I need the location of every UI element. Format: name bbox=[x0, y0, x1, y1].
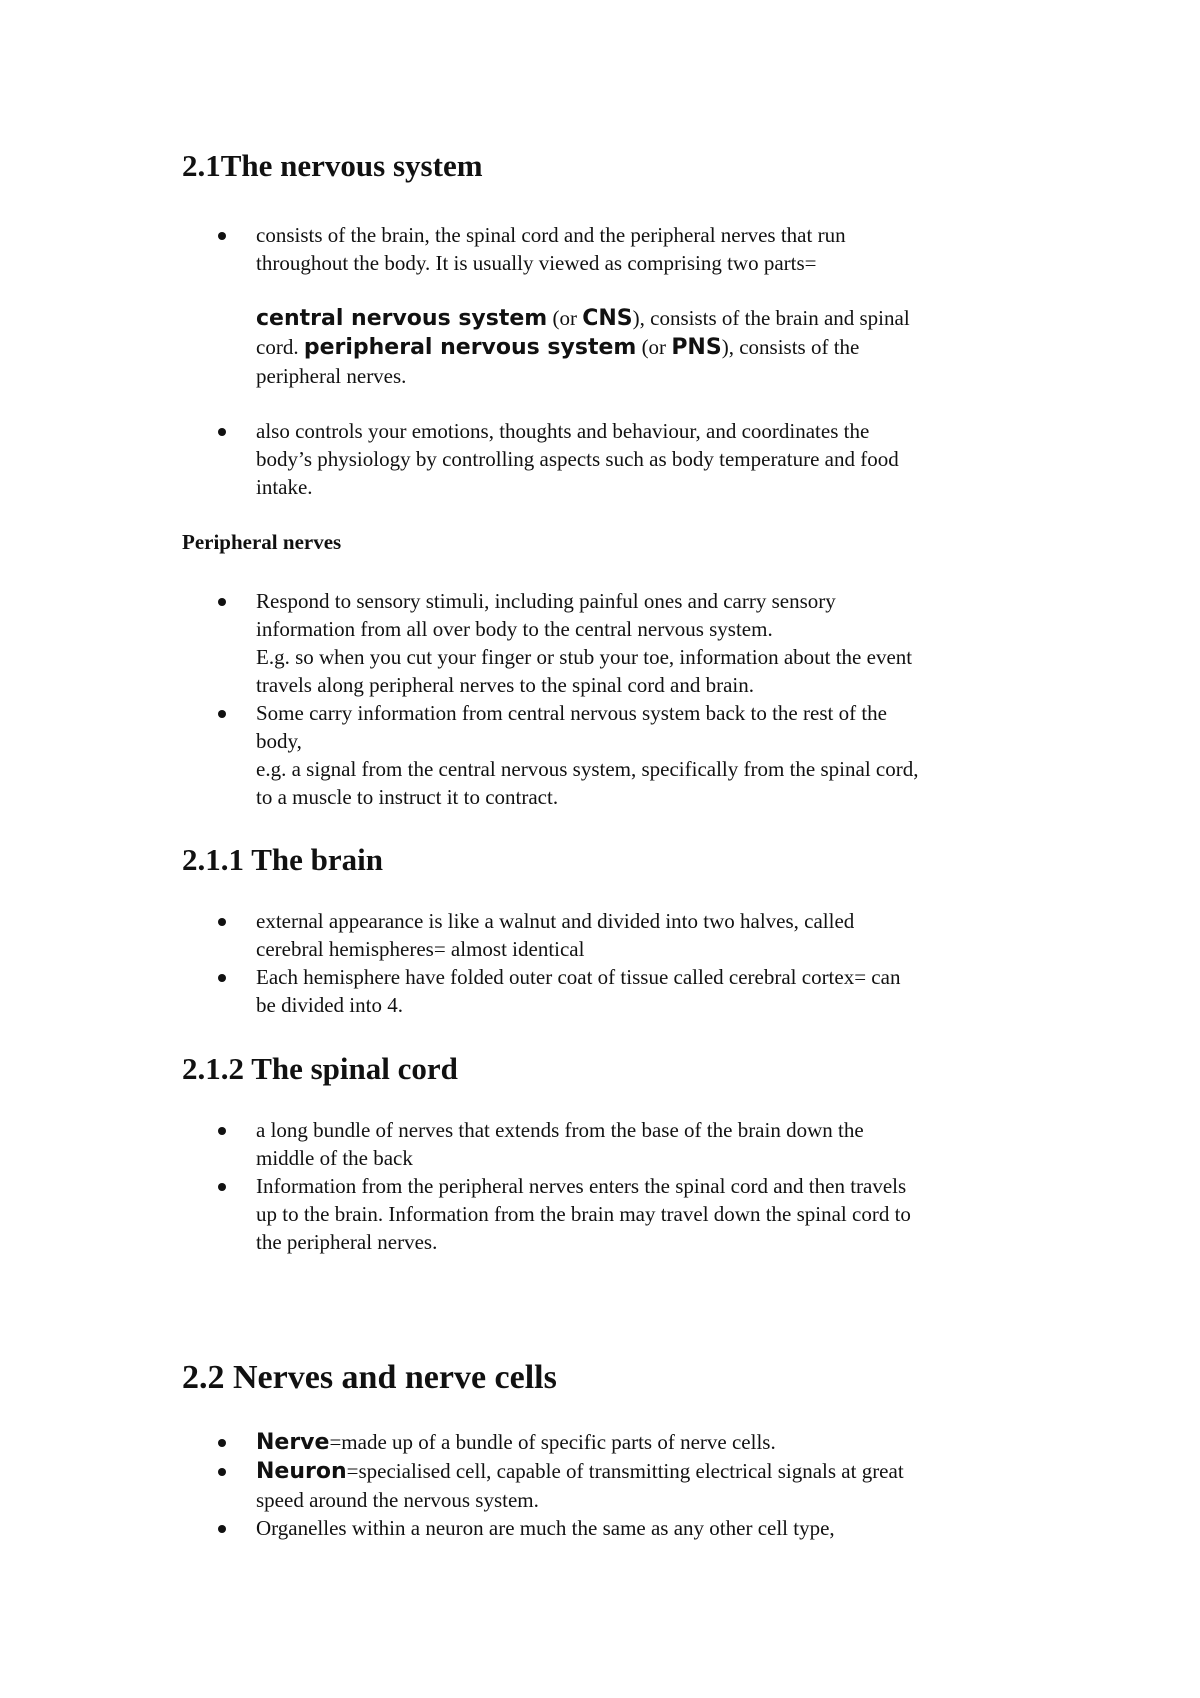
list-item bbox=[0, 417, 1026, 501]
text-span: ), consists of the bbox=[721, 335, 860, 359]
list-item-text: body, bbox=[256, 729, 302, 753]
list-item-text: Information from the peripheral nerves enters the spinal cord and then travels bbox=[256, 1174, 907, 1198]
bullet-list-spinal-cord bbox=[0, 1116, 1040, 1256]
nerve-term: Nerve bbox=[256, 1430, 330, 1455]
list-item bbox=[0, 1116, 1026, 1172]
section-heading-2-2: 2.2 Nerves and nerve cells bbox=[182, 1359, 557, 1396]
bullet-list-2-1-b bbox=[0, 417, 1040, 501]
list-item-text: Each hemisphere have folded outer coat of tissue called cerebral cortex= can bbox=[256, 965, 901, 989]
bullet-icon bbox=[218, 710, 226, 718]
text-span: ), consists of the brain and spinal bbox=[632, 306, 910, 330]
bullet-icon bbox=[218, 1468, 226, 1476]
cns-pns-paragraph bbox=[256, 304, 1026, 390]
text-span: (or bbox=[636, 335, 672, 359]
list-item-text: =specialised cell, capable of transmitting electrical signals at great bbox=[346, 1459, 904, 1483]
bullet-list-peripheral bbox=[0, 587, 1040, 811]
list-item-text: a long bundle of nerves that extends from the base of the brain down the bbox=[256, 1118, 864, 1142]
list-item-text: up to the brain. Information from the brain may travel down the spinal cord to bbox=[256, 1202, 911, 1226]
list-item-text: cerebral hemispheres= almost identical bbox=[256, 937, 585, 961]
pns-abbr: PNS bbox=[671, 335, 722, 360]
list-item-text: intake. bbox=[256, 475, 313, 499]
text-span: peripheral nerves. bbox=[256, 364, 407, 388]
list-item bbox=[0, 221, 1026, 277]
bullet-icon bbox=[218, 1439, 226, 1447]
cns-term: central nervous system bbox=[256, 306, 548, 331]
list-item-text: speed around the nervous system. bbox=[256, 1488, 539, 1512]
list-item-text: E.g. so when you cut your finger or stub your toe, information about the event bbox=[256, 645, 913, 669]
list-item-text: Respond to sensory stimuli, including painful ones and carry sensory bbox=[256, 589, 836, 613]
list-item-text: also controls your emotions, thoughts and behaviour, and coordinates the bbox=[256, 419, 870, 443]
list-item-text: information from all over body to the central nervous system. bbox=[256, 617, 773, 641]
list-item-text: e.g. a signal from the central nervous system, specifically from the spinal cord, bbox=[256, 757, 919, 781]
bullet-icon bbox=[218, 428, 226, 436]
neuron-term: Neuron bbox=[256, 1459, 347, 1484]
list-item-text: throughout the body. It is usually viewed as comprising two parts= bbox=[256, 251, 817, 275]
list-item bbox=[0, 587, 1026, 699]
bullet-list-brain bbox=[0, 907, 1040, 1019]
bullet-icon bbox=[218, 974, 226, 982]
bullet-icon bbox=[218, 1525, 226, 1533]
list-item-text: =made up of a bundle of specific parts of nerve cells. bbox=[329, 1430, 776, 1454]
list-item-text: Some carry information from central nervous system back to the rest of the bbox=[256, 701, 887, 725]
list-item-text: body’s physiology by controlling aspects such as body temperature and food bbox=[256, 447, 899, 471]
subheading-peripheral-nerves: Peripheral nerves bbox=[182, 530, 342, 554]
bullet-icon bbox=[218, 232, 226, 240]
list-item bbox=[0, 1457, 1026, 1514]
list-item bbox=[0, 1172, 1026, 1256]
section-heading-2-1-1: 2.1.1 The brain bbox=[182, 842, 383, 877]
list-item bbox=[0, 1514, 1026, 1542]
list-item-text: travels along peripheral nerves to the spinal cord and brain. bbox=[256, 673, 754, 697]
text-span: cord. bbox=[256, 335, 304, 359]
list-item-text: Organelles within a neuron are much the same as any other cell type, bbox=[256, 1516, 835, 1540]
section-heading-2-1-2: 2.1.2 The spinal cord bbox=[182, 1051, 458, 1086]
list-item-text: to a muscle to instruct it to contract. bbox=[256, 785, 559, 809]
list-item bbox=[0, 907, 1026, 963]
bullet-icon bbox=[218, 1183, 226, 1191]
list-item-text: be divided into 4. bbox=[256, 993, 403, 1017]
bullet-list-nerves bbox=[0, 1428, 1040, 1542]
list-item bbox=[0, 699, 1026, 811]
list-item-text: middle of the back bbox=[256, 1146, 413, 1170]
bullet-icon bbox=[218, 918, 226, 926]
bullet-icon bbox=[218, 1127, 226, 1135]
cns-abbr: CNS bbox=[582, 306, 633, 331]
list-item bbox=[0, 963, 1026, 1019]
list-item-text: the peripheral nerves. bbox=[256, 1230, 438, 1254]
list-item-text: external appearance is like a walnut and divided into two halves, called bbox=[256, 909, 855, 933]
list-item bbox=[0, 1428, 1026, 1457]
list-item-text: consists of the brain, the spinal cord and the peripheral nerves that run bbox=[256, 223, 846, 247]
bullet-list-2-1-a bbox=[0, 221, 1040, 277]
section-heading-2-1: 2.1The nervous system bbox=[182, 148, 483, 183]
pns-term: peripheral nervous system bbox=[303, 335, 637, 360]
bullet-icon bbox=[218, 598, 226, 606]
text-span: (or bbox=[547, 306, 583, 330]
